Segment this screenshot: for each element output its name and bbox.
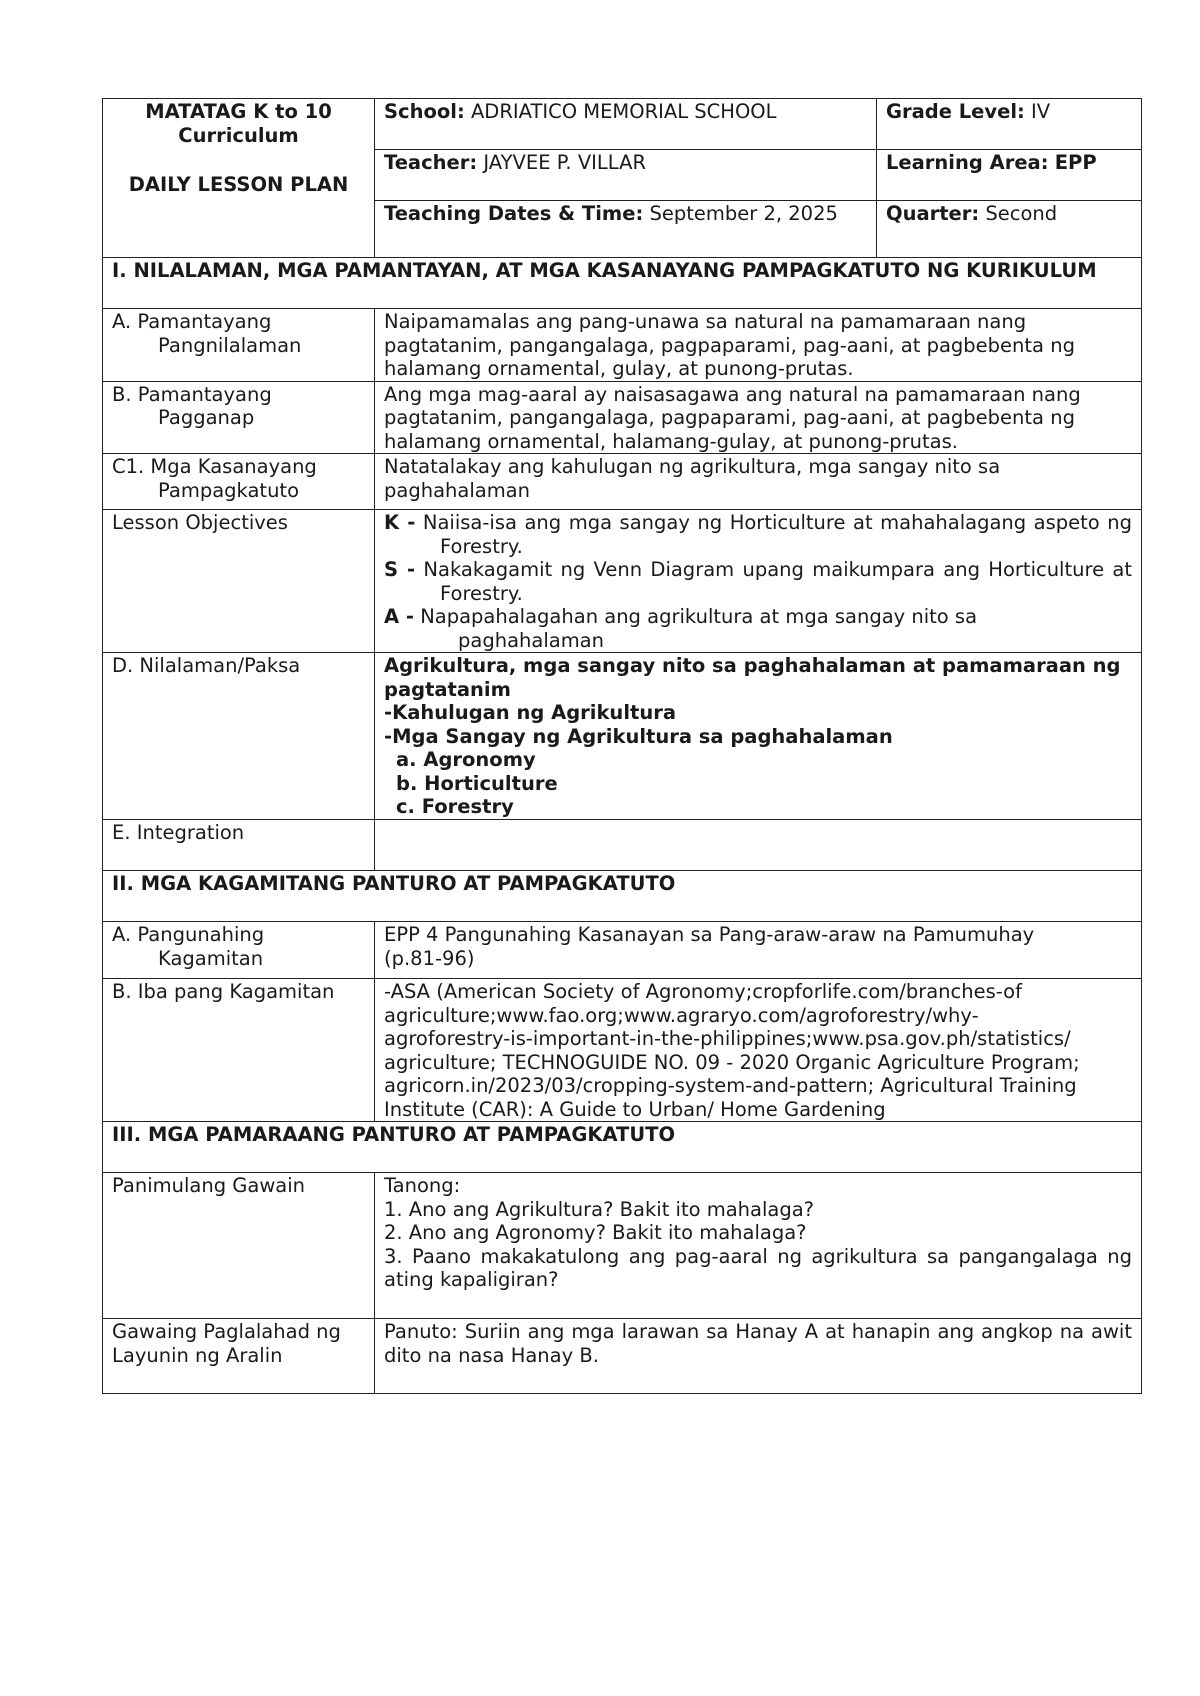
topic-sub-c: c. Forestry	[396, 795, 514, 818]
curriculum-title-cell	[103, 99, 375, 258]
curriculum-line-2: Curriculum	[178, 123, 299, 147]
teacher-cell	[375, 150, 877, 201]
teaching-dates-value: September 2, 2025	[649, 202, 838, 225]
content-standard-label: A. Pamantayang Pangnilalaman	[103, 309, 375, 382]
question-3: 3. Paano makakatulong ang pag-aaral ng agrikultura sa pangangalaga ng ating kapaligiran?	[384, 1244, 1132, 1291]
topic-sub-b: b. Horticulture	[396, 771, 558, 795]
reference-line: agriculture; TECHNOGUIDE NO. 09 - 2020 Organic Agriculture Program;	[384, 1050, 1080, 1074]
reference-line: -ASA (American Society of Agronomy;cropforlife.com/branches-of	[384, 980, 1022, 1003]
objective-skill: S - Nakakagamit ng Venn Diagram upang maikumpara ang Horticulture atForestry.	[384, 558, 1133, 605]
reference-line: Institute (CAR): A Guide to Urban/ Home Gardening	[384, 1097, 886, 1121]
grade-label: Grade Level:	[886, 100, 1025, 123]
reference-line: agriculture;www.fao.org;www.agraryo.com/agroforestry/why-	[384, 1003, 979, 1027]
topic-sub-a: a. Agronomy	[396, 748, 536, 771]
content-topic-value	[375, 653, 1142, 820]
learning-area-label: Learning Area:	[886, 151, 1049, 174]
school-label: School:	[384, 100, 465, 123]
learning-competencies-label: C1. Mga Kasanayang Pampagkatuto	[103, 454, 375, 510]
grade-cell	[877, 99, 1142, 150]
section-3-heading: III. MGA PAMARAANG PANTURO AT PAMPAGKATUTO	[103, 1122, 1142, 1173]
question-2: 2. Ano ang Agronomy? Bakit ito mahalaga?	[384, 1221, 807, 1244]
questions-intro: Tanong:	[384, 1174, 461, 1197]
daily-lesson-plan-table	[102, 98, 1142, 1394]
other-materials-label: B. Iba pang Kagamitan	[103, 979, 375, 1122]
topic-item-1: -Kahulugan ng Agrikultura	[384, 701, 676, 724]
section-1-heading: I. NILALAMAN, MGA PAMANTAYAN, AT MGA KASANAYANG PAMPAGKATUTO NG KURIKULUM	[103, 258, 1142, 309]
teacher-label: Teacher:	[384, 151, 478, 174]
school-cell	[375, 99, 877, 150]
content-standard-value: Naipamamalas ang pang-unawa sa natural na pamamaraan nang pagtatanim, pangangalaga, pagpaparami, pag-aani, at pagbebenta ng halamang ornamental, gulay, at punong-prutas.	[375, 309, 1142, 382]
teacher-value: JAYVEE P. VILLAR	[483, 151, 646, 174]
grade-value: IV	[1031, 100, 1051, 123]
reference-line: agroforestry-is-important-in-the-philippines;www.psa.gov.ph/statistics/	[384, 1027, 1071, 1050]
performance-standard-value: Ang mga mag-aaral ay naisasagawa ang natural na pamamaraan nang pagtatanim, pangangalaga, pagpaparami, pag-aani, at pagbebenta ng halamang ornamental, halamang-gulay, at punong-prutas.	[375, 381, 1142, 454]
purpose-activity-label: Gawaing Paglalahad ng Layunin ng Aralin	[103, 1319, 375, 1394]
learning-area-value: EPP	[1054, 151, 1097, 174]
curriculum-line-1: MATATAG K to 10	[145, 100, 332, 123]
lesson-objectives-label: Lesson Objectives	[103, 510, 375, 653]
school-value: ADRIATICO MEMORIAL SCHOOL	[470, 100, 777, 123]
learning-competencies-value: Natatalakay ang kahulugan ng agrikultura, mga sangay nito sa paghahalaman	[375, 454, 1142, 510]
learning-area-cell	[877, 150, 1142, 201]
performance-standard-label: B. Pamantayang Pagganap	[103, 381, 375, 454]
teaching-dates-label: Teaching Dates & Time:	[384, 202, 644, 225]
other-materials-value	[375, 979, 1142, 1122]
objective-knowledge: K - Naiisa-isa ang mga sangay ng Horticulture at mahahalagang aspeto ngForestry.	[384, 511, 1133, 558]
plan-type-title: DAILY LESSON PLAN	[128, 173, 349, 196]
objective-attitude: A - Napapahalagahan ang agrikultura at mga sangay nito sa paghahalaman	[384, 605, 978, 652]
topic-item-2: -Mga Sangay ng Agrikultura sa paghahalaman	[384, 724, 893, 748]
integration-value	[375, 820, 1142, 871]
question-1: 1. Ano ang Agrikultura? Bakit ito mahalaga?	[384, 1197, 815, 1221]
reference-line: agricorn.in/2023/03/cropping-system-and-pattern; Agricultural Training	[384, 1074, 1077, 1097]
topic-title: Agrikultura, mga sangay nito sa paghahalaman at pamamaraan ng pagtatanim	[384, 654, 1121, 701]
content-topic-label: D. Nilalaman/Paksa	[103, 653, 375, 820]
introductory-activity-value	[375, 1173, 1142, 1319]
quarter-value: Second	[985, 202, 1058, 225]
teaching-dates-cell	[375, 201, 877, 258]
lesson-objectives-value	[375, 510, 1142, 653]
quarter-cell	[877, 201, 1142, 258]
introductory-activity-label: Panimulang Gawain	[103, 1173, 375, 1319]
integration-label: E. Integration	[103, 820, 375, 871]
primary-materials-label: A. Pangunahing Kagamitan	[103, 922, 375, 979]
purpose-activity-value: Panuto: Suriin ang mga larawan sa Hanay A at hanapin ang angkop na awit dito na nasa Hanay B.	[375, 1319, 1142, 1394]
section-2-heading: II. MGA KAGAMITANG PANTURO AT PAMPAGKATUTO	[103, 871, 1142, 922]
primary-materials-value: EPP 4 Pangunahing Kasanayan sa Pang-araw-araw na Pamumuhay (p.81-96)	[375, 922, 1142, 979]
quarter-label: Quarter:	[886, 202, 980, 225]
